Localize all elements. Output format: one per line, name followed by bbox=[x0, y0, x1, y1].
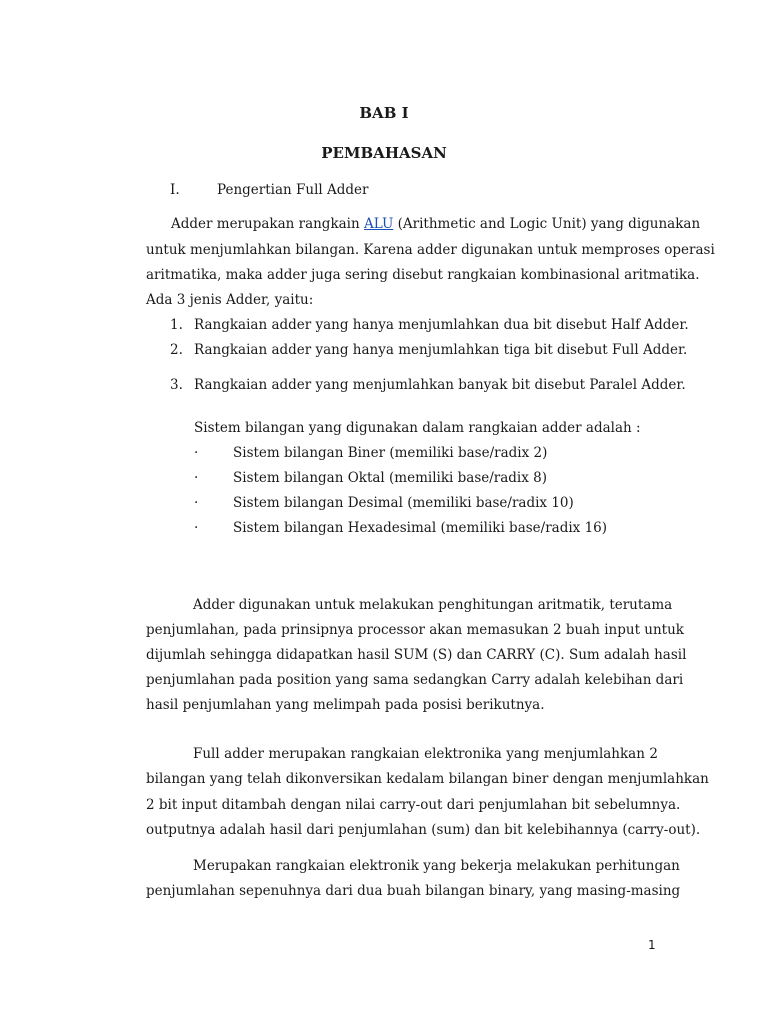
intro-line-2: untuk menjumlahkan bilangan. Karena adder digunakan untuk memproses operasi bbox=[146, 242, 715, 258]
paragraph-line: penjumlahan, pada prinsipnya processor akan memasukan 2 buah input untuk bbox=[146, 622, 684, 638]
intro-line-1 bbox=[146, 216, 701, 232]
list-item-text: Rangkaian adder yang hanya menjumlahkan dua bit disebut Half Adder. bbox=[194, 317, 689, 333]
paragraph-line: penjumlahan pada position yang sama sedangkan Carry adalah kelebihan dari bbox=[146, 672, 684, 688]
paragraph-line: hasil penjumlahan yang melimpah pada posisi berikutnya. bbox=[146, 697, 545, 713]
bullet-icon: · bbox=[194, 520, 199, 536]
paragraph-line: Merupakan rangkaian elektronik yang bekerja melakukan perhitungan bbox=[193, 858, 680, 874]
intro-line-3: aritmatika, maka adder juga sering disebut rangkaian kombinasional aritmatika. bbox=[146, 267, 700, 283]
subsection-number: I. bbox=[170, 182, 180, 198]
list-item-text: Sistem bilangan Hexadesimal (memiliki base/radix 16) bbox=[233, 520, 608, 536]
list-item-text: Sistem bilangan Oktal (memiliki base/radix 8) bbox=[233, 470, 548, 486]
paragraph-line: outputnya adalah hasil dari penjumlahan (sum) dan bit kelebihannya (carry-out). bbox=[146, 822, 701, 838]
intro-line-1-pre: Adder merupakan rangkain bbox=[171, 216, 364, 232]
list-item-number: 1. bbox=[170, 317, 183, 333]
section-title: PEMBAHASAN bbox=[321, 144, 447, 162]
paragraph-line: 2 bit input ditambah dengan nilai carry-out dari penjumlahan bit sebelumnya. bbox=[146, 797, 681, 813]
paragraph-line: penjumlahan sepenuhnya dari dua buah bilangan binary, yang masing-masing bbox=[146, 883, 681, 899]
chapter-title: BAB I bbox=[359, 104, 409, 122]
list-item-text: Rangkaian adder yang hanya menjumlahkan tiga bit disebut Full Adder. bbox=[194, 342, 688, 358]
number-systems-intro: Sistem bilangan yang digunakan dalam rangkaian adder adalah : bbox=[194, 420, 641, 436]
bullet-icon: · bbox=[194, 495, 199, 511]
list-item-text: Rangkaian adder yang menjumlahkan banyak bit disebut Paralel Adder. bbox=[194, 377, 686, 393]
list-item-number: 3. bbox=[170, 377, 183, 393]
paragraph-line: Full adder merupakan rangkaian elektronika yang menjumlahkan 2 bbox=[193, 746, 658, 762]
list-item-text: Sistem bilangan Biner (memiliki base/radix 2) bbox=[233, 445, 548, 461]
page-number: 1 bbox=[648, 938, 656, 952]
alu-link[interactable]: ALU bbox=[363, 216, 394, 232]
intro-line-1-post: (Arithmetic and Logic Unit) yang digunakan bbox=[393, 216, 701, 232]
bullet-icon: · bbox=[194, 445, 199, 461]
list-item-text: Sistem bilangan Desimal (memiliki base/radix 10) bbox=[233, 495, 574, 511]
intro-line-4: Ada 3 jenis Adder, yaitu: bbox=[146, 292, 314, 308]
paragraph-line: bilangan yang telah dikonversikan kedalam bilangan biner dengan menjumlahkan bbox=[146, 771, 709, 787]
paragraph-line: Adder digunakan untuk melakukan penghitungan aritmatik, terutama bbox=[193, 597, 673, 613]
subsection-title: Pengertian Full Adder bbox=[217, 182, 369, 198]
bullet-icon: · bbox=[194, 470, 199, 486]
paragraph-line: dijumlah sehingga didapatkan hasil SUM (S) dan CARRY (C). Sum adalah hasil bbox=[146, 647, 687, 663]
list-item-number: 2. bbox=[170, 342, 183, 358]
